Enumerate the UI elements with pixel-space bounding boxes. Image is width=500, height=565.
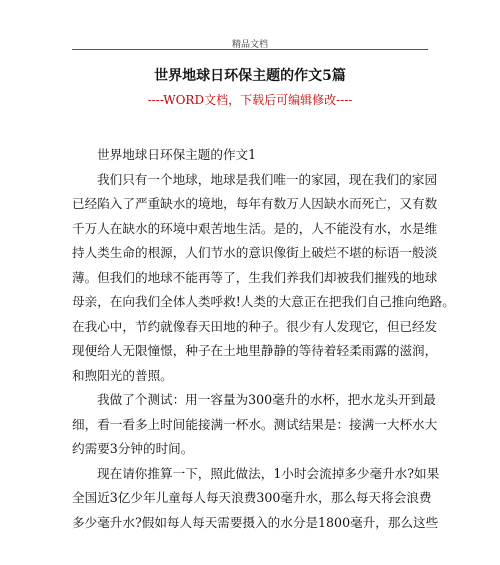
paragraph-line: 在我心中，节约就像春天田地的种子。很少有人发现它，但已经发 [72, 318, 438, 334]
paragraph-line: 薄。但我们的地球不能再等了，生我们养我们却被我们摧残的地球 [72, 269, 438, 285]
essay-body [72, 143, 455, 535]
header-rule [72, 49, 428, 50]
paragraph-line: 全国近3亿少年儿童每人每天浪费300毫升水，那么每天将会浪费 [72, 490, 432, 505]
paragraph-line: 我做了个测试：用一容量为300毫升的水杯，把水龙头开到最 [97, 392, 436, 407]
paragraph-line: 约需要3分钟的时间。 [72, 441, 194, 456]
page-header-label: 精品文档 [231, 40, 268, 50]
paragraph-line: 我们只有一个地球，地球是我们唯一的家园，现在我们的家园 [97, 171, 438, 187]
document-title: 世界地球日环保主题的作文5篇 [154, 68, 346, 84]
paragraph-line: 千万人在缺水的环境中艰苦地生活。是的，人不能没有水，水是维 [72, 220, 438, 236]
paragraph-line: 已经陷入了严重缺水的境地，每年有数万人因缺水而死亡，又有数 [72, 196, 438, 211]
paragraph-line: 持人类生命的根源，人们节水的意识像街上破烂不堪的标语一般淡 [72, 245, 438, 260]
paragraph-line: 多少毫升水?假如每人每天需要摄入的水分是1800毫升，那么这些 [72, 514, 439, 530]
paragraph-line: 母亲，在向我们全体人类呼救!人类的大意正在把我们自己推向绝路。 [72, 294, 455, 309]
paragraph-line: 现便给人无限憧憬，种子在土地里静静的等待着轻柔雨露的滋润， [72, 343, 438, 358]
paragraph-line: 细，看一看多上时间能接满一杯水。测试结果是：接满一大杯水大 [72, 416, 438, 432]
paragraph-line: 现在请你推算一下，照此做法，1小时会流掉多少毫升水?如果 [97, 465, 440, 481]
essay-heading: 世界地球日环保主题的作文1 [97, 147, 257, 162]
paragraph-line: 和煦阳光的普照。 [72, 367, 173, 383]
document-subtitle: ----WORD文档，下载后可编辑修改---- [147, 93, 353, 107]
